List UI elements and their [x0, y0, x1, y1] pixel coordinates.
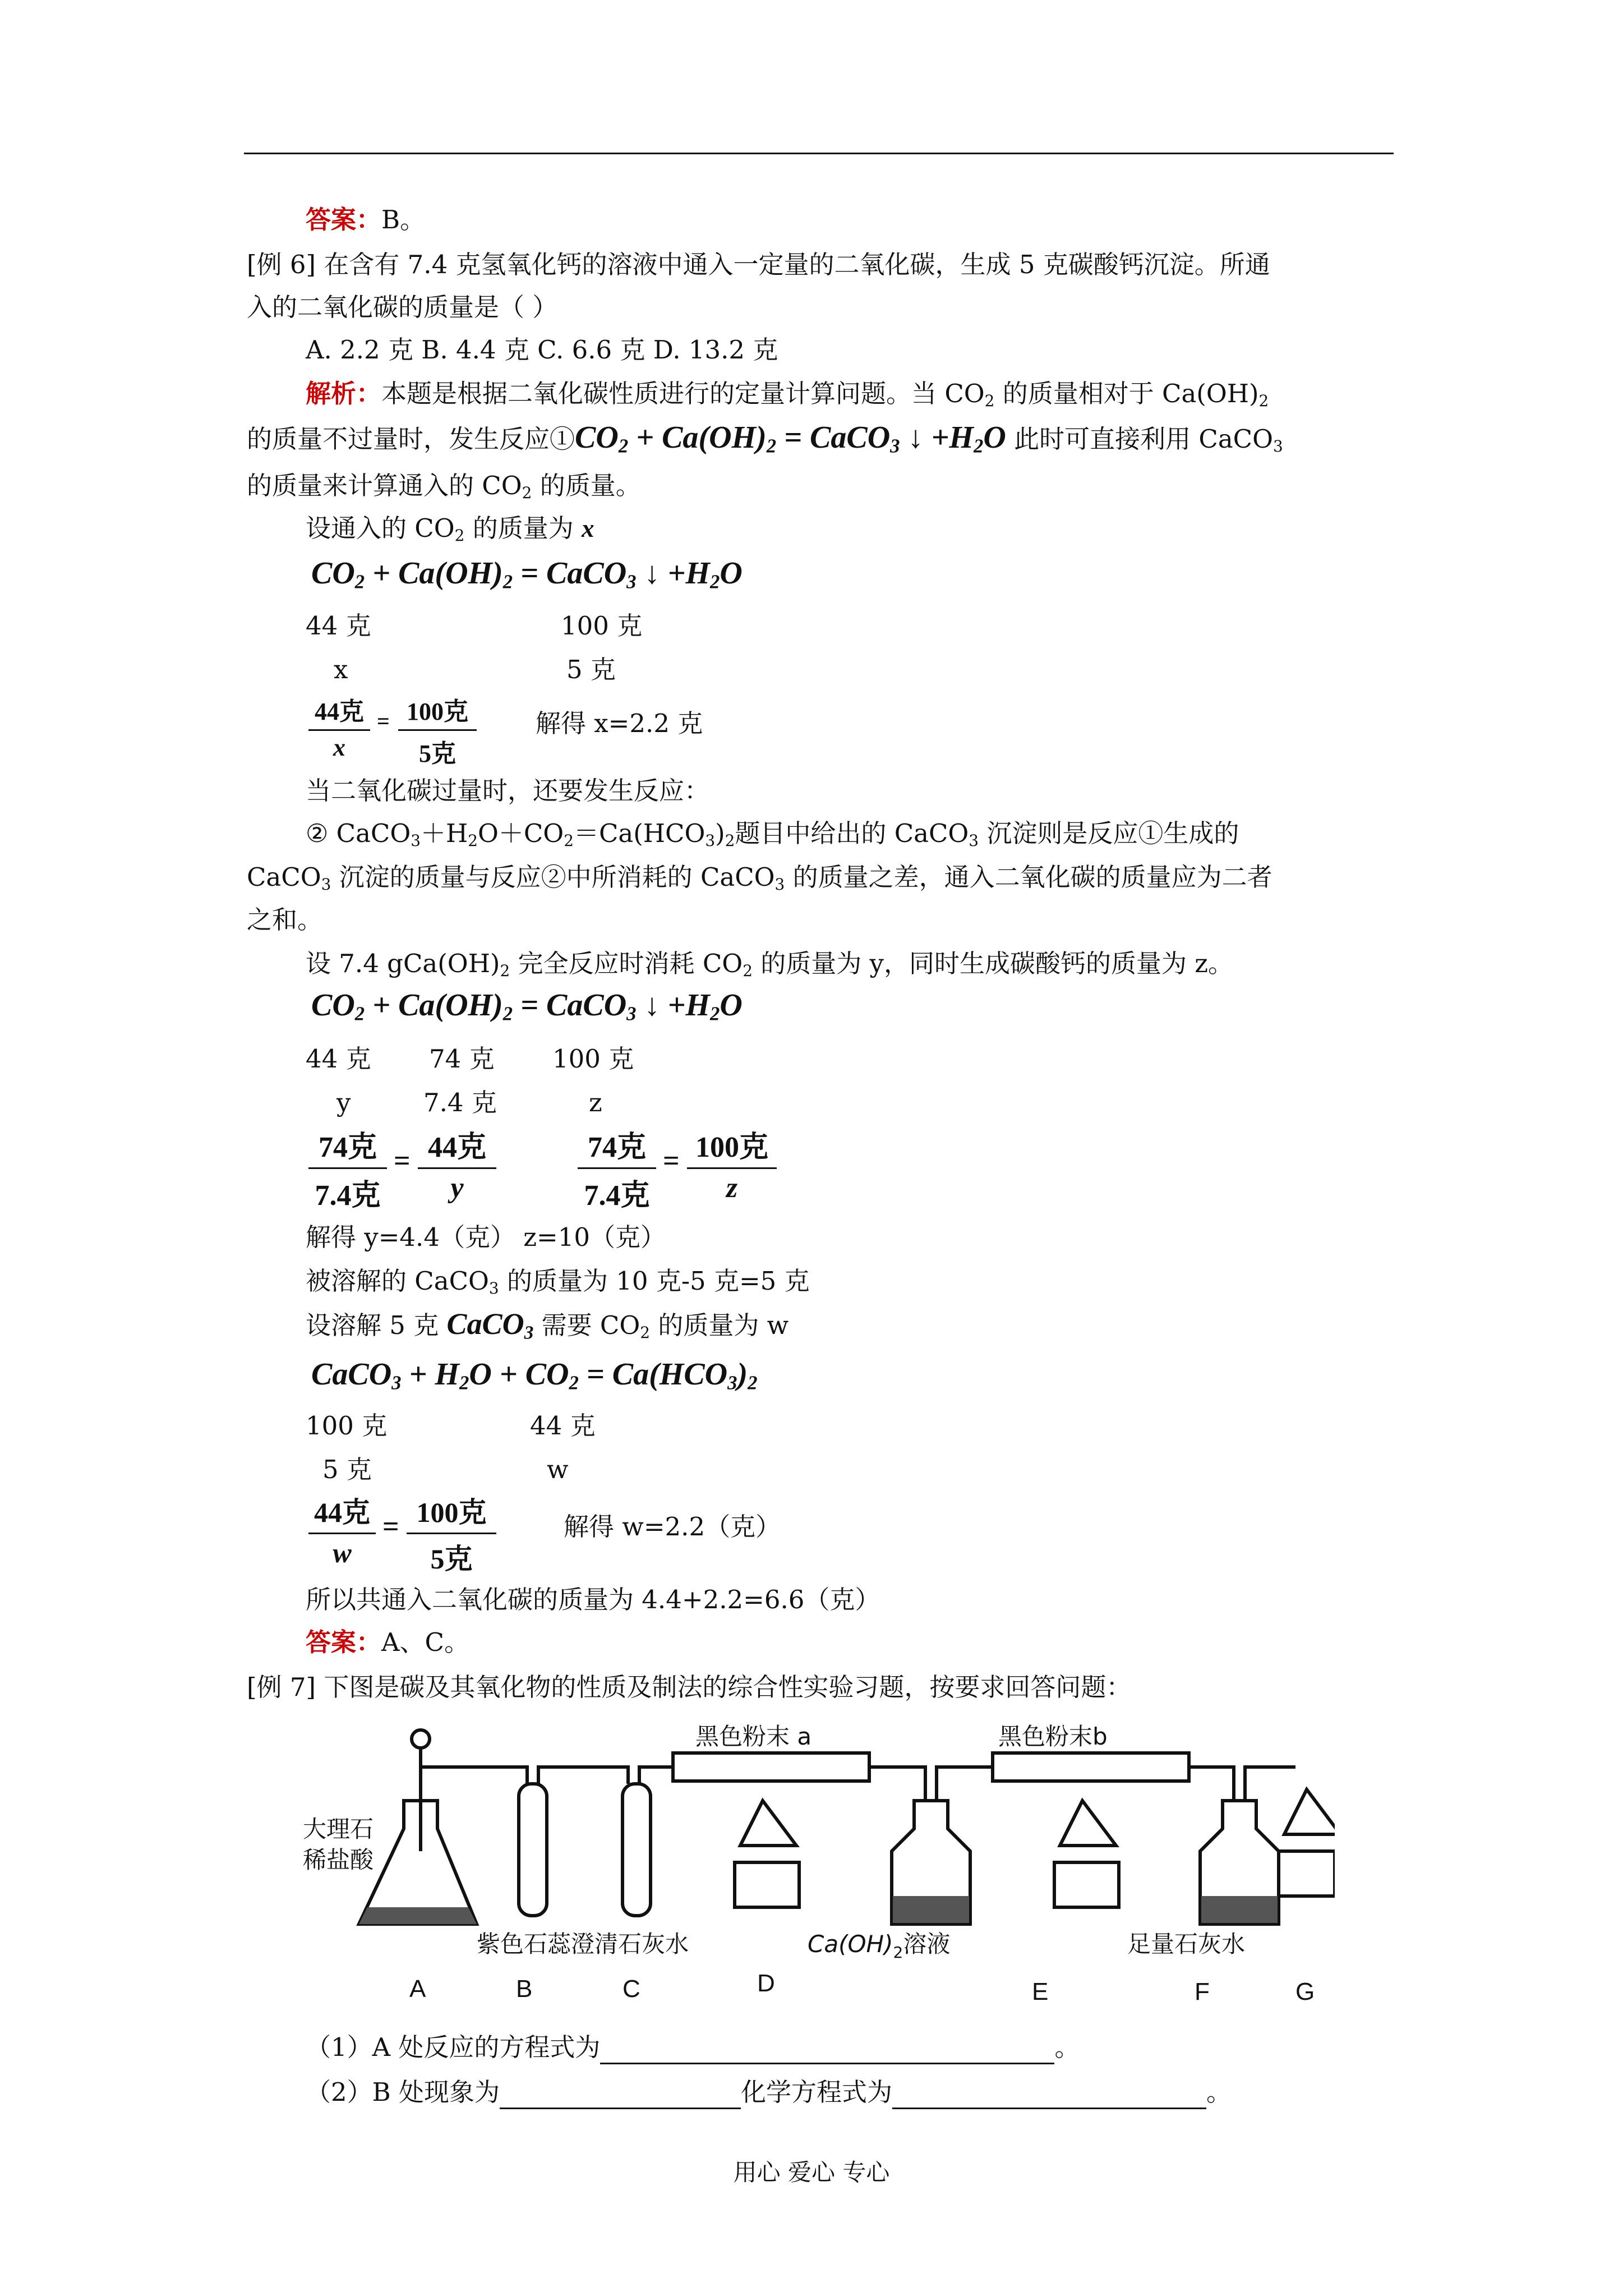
apparatus-diagram — [292, 1717, 1335, 2008]
letter-g: G — [1295, 1978, 1315, 2005]
set-y-a: 设 7.4 gCa(OH) — [306, 949, 500, 978]
letter-e: E — [1032, 1978, 1049, 2005]
fraction-1-num: 44克 — [315, 698, 364, 725]
set-x-line: 设通入的 $CO_2$ 的质量为 x — [306, 513, 594, 545]
inline-equation: $CO_2 + Ca(OH)_2$ = CaCO$_3$ ↓ $+H_2O$ — [575, 420, 1006, 457]
letter-b: B — [516, 1975, 533, 2003]
fraction-4-den: w — [333, 1537, 352, 1568]
reaction-2-line: ② $CaCO_3+H_2O+CO_2=Ca(HCO_3)_2$题目中给出的 CaCO$_3$ 沉淀则是反应①生成的 — [306, 818, 1239, 850]
acid-label: 稀盐酸 — [303, 1846, 374, 1874]
equation-3: CaCO$_3$ + $H_2O + CO_2 = Ca(HCO_3)_2$ — [311, 1357, 758, 1394]
mass-4a: y — [336, 1088, 351, 1117]
set-w-a: 设溶解 5 克 — [306, 1310, 447, 1340]
fraction-3b-num: 100克 — [695, 1131, 768, 1163]
set-x-text: 设通入的 CO — [306, 513, 455, 543]
mass-3c: 100 克 — [552, 1044, 634, 1074]
answer-line-2 — [306, 1626, 469, 1659]
header-rule — [244, 153, 1394, 154]
r3-c: 的质量之差，通入二氧化碳的质量应为二者 — [785, 862, 1272, 892]
fraction-1-den: x — [333, 734, 345, 761]
equation-1: $CO_2 + Ca(OH)_2$ = CaCO$_3$ ↓ $+H_2O$ — [311, 556, 743, 593]
r3-a: CaCO — [247, 862, 321, 892]
question-2-text: （2）B 处现象为 — [306, 2077, 500, 2107]
fraction-3-num: 74克 — [587, 1131, 646, 1163]
set-x-text-b: 的质量为 — [464, 513, 582, 543]
fraction-4 — [308, 1490, 376, 1569]
analysis-text: 本题是根据二氧化碳性质进行的定量计算问题。当 CO — [381, 379, 985, 408]
question-1 — [306, 2031, 1080, 2064]
answer-blank-2[interactable] — [500, 2083, 741, 2109]
answer-label: 答案： — [306, 1627, 382, 1657]
example-6-line-1: [例 6] 在含有 7.4 克氢氧化钙的溶液中通入一定量的二氧化碳，生成 5 克碳酸钙沉淀。所通 — [247, 250, 1270, 279]
r2-f: 题目中给出的 CaCO — [735, 818, 969, 848]
mass-6b: w — [547, 1455, 569, 1484]
question-1-text: （1）A 处反应的方程式为 — [306, 2032, 601, 2062]
answer-label: 答案： — [306, 205, 382, 234]
letter-a: A — [409, 1975, 426, 2003]
fraction-4b-num: 100克 — [416, 1497, 487, 1528]
fraction-4b — [407, 1490, 496, 1577]
example-6-line-2: 入的二氧化碳的质量是（ ） — [247, 292, 558, 322]
fraction-2b-num: 44克 — [427, 1131, 486, 1163]
analysis-label: 解析： — [306, 379, 382, 408]
letter-d: D — [757, 1970, 775, 1997]
dissolved-b: 的质量为 10 克-5 克=5 克 — [499, 1266, 810, 1296]
letter-c: C — [623, 1975, 640, 2003]
fraction-1b-num: 100克 — [407, 698, 468, 725]
mass-5b: 44 克 — [530, 1411, 596, 1441]
question-1-end: 。 — [1054, 2032, 1080, 2062]
mass-5a: 100 克 — [306, 1411, 388, 1441]
powder-b-label: 黑色粉末b — [998, 1723, 1108, 1750]
answer-blank-1[interactable] — [600, 2038, 1054, 2064]
r2-b: ＋H — [420, 818, 468, 848]
analysis-line-3: 的质量来计算通入的 $CO_2$ 的质量。 — [247, 471, 641, 502]
answer-value: B。 — [381, 205, 426, 234]
set-y-line: 设 7.4 $gCa(OH)_2$ 完全反应时消耗 $CO_2$ 的质量为 y，同时生成碳酸钙的质量为 z。 — [306, 949, 1233, 980]
fraction-2-num: 74克 — [318, 1131, 377, 1163]
analysis-text-b: 的质量相对于 Ca(OH) — [994, 379, 1259, 408]
marble-label: 大理石 — [303, 1815, 374, 1843]
equation-2: $CO_2 + Ca(OH)_2$ = CaCO$_3$ ↓ $+H_2O$ — [311, 988, 743, 1025]
answer-value: A、C。 — [381, 1627, 469, 1657]
set-y-c: 的质量为 y，同时生成碳酸钙的质量为 z。 — [752, 949, 1233, 978]
mass-4c: z — [589, 1088, 602, 1117]
caoh2-text: 溶液 — [903, 1930, 951, 1958]
fraction-3b — [687, 1123, 777, 1204]
dissolved-a: 被溶解的 CaCO — [306, 1266, 489, 1296]
r2-d: ＝Ca(HCO — [573, 818, 706, 848]
equals-sign: = — [377, 708, 390, 734]
mass-2b: 5 克 — [566, 655, 616, 684]
excess-line: 当二氧化碳过量时，还要发生反应： — [306, 776, 710, 806]
fraction-1 — [308, 691, 370, 762]
r3-b: 沉淀的质量与反应②中所消耗的 CaCO — [331, 862, 775, 892]
mass-3b: 74 克 — [429, 1044, 495, 1074]
answer-blank-3[interactable] — [892, 2083, 1206, 2109]
litmus-lime-label: 紫色石蕊澄清石灰水 — [477, 1930, 689, 1958]
solve-w: 解得 w=2.2（克） — [564, 1512, 781, 1542]
fraction-4b-den: 5克 — [430, 1543, 473, 1575]
page-footer: 用心 爱心 专心 — [733, 2159, 890, 2186]
dissolved-line: 被溶解的 CaCO$_3$ 的质量为 10 克-5 克=5 克 — [306, 1266, 810, 1297]
solve-yz: 解得 y=4.4（克） z=10（克） — [306, 1222, 666, 1252]
fraction-2b-den: y — [450, 1172, 464, 1204]
mass-2a: x — [334, 655, 348, 684]
example-6-options: A. 2.2 克 B. 4.4 克 C. 6.6 克 D. 13.2 克 — [306, 335, 778, 365]
reaction-2-line-3: 之和。 — [247, 905, 323, 935]
r2-g: 沉淀则是反应①生成的 — [979, 818, 1239, 848]
equals-sign: = — [394, 1145, 411, 1177]
example-7-line: [例 7] 下图是碳及其氧化物的性质及制法的综合性实验习题，按要求回答问题： — [247, 1672, 1132, 1702]
question-2-end: 。 — [1206, 2077, 1232, 2107]
analysis-l2-text: 的质量不过量时，发生反应① — [247, 424, 575, 454]
mass-4b: 7.4 克 — [423, 1088, 497, 1117]
set-w-c: 的质量为 w — [650, 1310, 789, 1340]
fraction-2-den: 7.4克 — [315, 1180, 381, 1212]
fraction-2 — [308, 1123, 387, 1213]
fraction-1b — [398, 691, 477, 769]
solve-x: 解得 x=2.2 克 — [536, 708, 703, 738]
question-2 — [306, 2076, 1232, 2109]
lime-excess-label: 足量石灰水 — [1127, 1930, 1246, 1958]
caoh2-label: $Ca(OH)_2$溶液 — [808, 1930, 951, 1962]
answer-line-1 — [306, 203, 425, 237]
equals-sign: = — [382, 1511, 399, 1543]
fraction-3 — [578, 1123, 656, 1213]
equals-sign: = — [663, 1145, 680, 1177]
fraction-2b — [418, 1123, 496, 1204]
analysis-l3-text: 的质量来计算通入的 CO — [247, 471, 522, 500]
mass-1b: 100 克 — [561, 611, 643, 641]
fraction-4-num: 44克 — [314, 1497, 370, 1528]
set-w-line: 设溶解 5 克 CaCO$_3$ 需要 $CO_2$ 的质量为 w — [306, 1307, 789, 1343]
letter-f: F — [1195, 1978, 1210, 2005]
mass-3a: 44 克 — [306, 1044, 371, 1074]
analysis-l3-text-b: 的质量。 — [532, 471, 641, 500]
r2-e: ) — [715, 818, 725, 848]
reaction-2-line-2: CaCO$_3$ 沉淀的质量与反应②中所消耗的 CaCO$_3$ 的质量之差，通入二氧化碳的质量应为二者 — [247, 862, 1272, 894]
analysis-line-2: 的质量不过量时，发生反应$①CO_2 + Ca(OH)_2$ = CaCO$_3$ ↓ $+H_2O$ 此时可直接利用 CaCO$_3$ — [247, 420, 1283, 457]
fraction-3-den: 7.4克 — [584, 1180, 650, 1212]
question-2-text-b: 化学方程式为 — [741, 2077, 893, 2107]
caco3-italic: CaCO$_3$ — [446, 1307, 534, 1343]
r2-c: O＋CO — [477, 818, 564, 848]
mass-1a: 44 克 — [306, 611, 371, 641]
r2-a: ② CaCO — [306, 818, 411, 848]
fraction-3b-den: z — [726, 1172, 738, 1204]
set-w-b: 需要 CO — [533, 1310, 640, 1340]
powder-a-label: 黑色粉末 a — [695, 1723, 812, 1750]
fraction-1b-den: 5克 — [419, 740, 456, 767]
analysis-line-1: 解析：本题是根据二氧化碳性质进行的定量计算问题。当 $CO_2$ 的质量相对于 $Ca(OH)_2$ — [306, 379, 1269, 410]
set-y-b: 完全反应时消耗 CO — [510, 949, 743, 978]
var-x: x — [582, 514, 594, 542]
mass-6a: 5 克 — [322, 1455, 372, 1484]
total-line: 所以共通入二氧化碳的质量为 4.4+2.2=6.6（克） — [306, 1585, 880, 1614]
analysis-l2-text-b: 此时可直接利用 CaCO — [1006, 424, 1273, 454]
